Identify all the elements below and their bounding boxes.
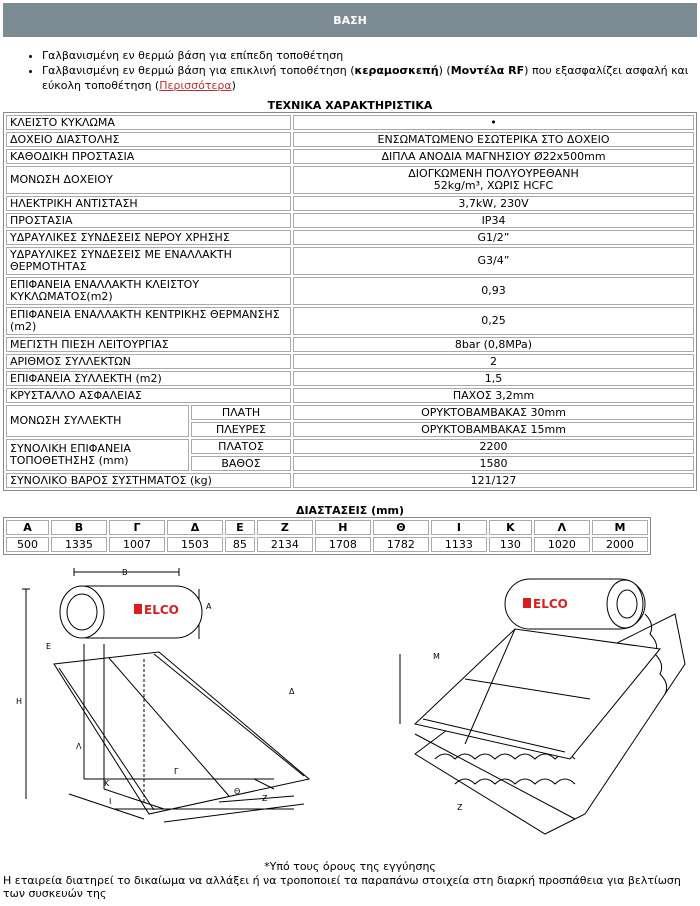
spec-value — [293, 196, 694, 211]
dim-label-z: Ζ — [457, 803, 463, 812]
spec-value — [293, 371, 694, 386]
spec-value — [293, 115, 694, 130]
section-header — [3, 3, 697, 37]
spec-value-text: ΔΙΠΛΑ ΑΝΟΔΙΑ ΜΑΓΝΗΣΙΟΥ Ø22x500mm — [381, 149, 606, 163]
spec-value-text: 3,7kW, 230V — [458, 196, 529, 210]
table-row — [6, 337, 694, 352]
spec-value — [293, 213, 694, 228]
brand-logo: ELCO — [144, 603, 179, 617]
bullet-text: Γαλβανισμένη εν θερμώ βάση για επικλινή τοποθέτηση ( — [42, 64, 355, 77]
table-row — [6, 213, 694, 228]
spec-value — [293, 149, 694, 164]
table-row — [6, 354, 694, 369]
spec-label: ΚΛΕΙΣΤΟ ΚΥΚΛΩΜΑ — [6, 115, 291, 130]
table-row — [6, 149, 694, 164]
spec-value: 2200 — [293, 439, 694, 454]
spec-label: ΣΥΝΟΛΙΚΗ ΕΠΙΦΑΝΕΙΑ ΤΟΠΟΘΕΤΗΣΗΣ (mm) — [6, 439, 189, 471]
dims-value-cell: 2000 — [592, 537, 648, 552]
spec-value-text: 2 — [490, 354, 497, 368]
dim-label-th: Θ — [234, 787, 241, 796]
spec-label: ΥΔΡΑΥΛΙΚΕΣ ΣΥΝΔΕΣΕΙΣ ΜΕ ΕΝΑΛΛΑΚΤΗ ΘΕΡΜΟΤΗΤΑΣ — [6, 247, 291, 275]
table-row — [6, 439, 694, 454]
roof-mount-drawing — [395, 574, 695, 844]
spec-label: ΜΕΓΙΣΤΗ ΠΙΕΣΗ ΛΕΙΤΟΥΡΓΙΑΣ — [6, 337, 291, 352]
dims-header-cell: Ε — [225, 520, 255, 535]
dim-label-h: Η — [16, 697, 23, 706]
dims-value-cell: 1020 — [534, 537, 590, 552]
spec-label: ΜΟΝΩΣΗ ΣΥΛΛΕΚΤΗ — [6, 405, 189, 437]
spec-label: ΣΥΝΟΛΙΚΟ ΒΑΡΟΣ ΣΥΣΤΗΜΑΤΟΣ (kg) — [6, 473, 291, 488]
table-row — [6, 196, 694, 211]
table-row — [6, 132, 694, 147]
spec-label: ΔΟΧΕΙΟ ΔΙΑΣΤΟΛΗΣ — [6, 132, 291, 147]
dims-header-cell: Κ — [489, 520, 532, 535]
spec-value-text: G1/2” — [477, 230, 510, 244]
table-row — [6, 473, 694, 488]
dim-label-g: Γ — [174, 767, 179, 776]
spec-value: 121/127 — [293, 473, 694, 488]
dim-label-d: Δ — [289, 687, 295, 696]
spec-value-text: 8bar (0,8MPa) — [454, 337, 533, 351]
spec-sublabel: ΠΛΑΤΟΣ — [191, 439, 291, 454]
spec-value-text: IP34 — [481, 213, 506, 227]
table-row — [6, 230, 694, 245]
table-row — [6, 371, 694, 386]
dim-label-e: Ε — [46, 642, 52, 651]
spec-value-text: 52kg/m³, ΧΩΡΙΣ HCFC — [433, 179, 554, 192]
brand-mark — [134, 604, 142, 614]
disclaimer: Η εταιρεία διατηρεί το δικαίωμα να αλλάξει ή να τροποποιεί τα παραπάνω στοιχεία στη διαρκή προσπάθεια για βελτίωση των συσκευών της — [3, 874, 681, 900]
spec-label: ΚΡΥΣΤΑΛΛΟ ΑΣΦΑΛΕΙΑΣ — [6, 388, 291, 403]
table-row — [6, 166, 694, 194]
spec-value: ΟΡΥΚΤΟΒΑΜΒΑΚΑΣ 30mm — [293, 405, 694, 420]
dims-value-cell: 130 — [489, 537, 532, 552]
dims-value-cell: 2134 — [257, 537, 313, 552]
spec-table — [3, 112, 697, 491]
dims-header-cell: Ι — [431, 520, 487, 535]
spec-label: ΜΟΝΩΣΗ ΔΟΧΕΙΟΥ — [6, 166, 291, 194]
dims-header-cell: Ζ — [257, 520, 313, 535]
spec-value-text: ΠΑΧΟΣ 3,2mm — [452, 388, 535, 402]
flat-mount-drawing — [14, 564, 344, 844]
brand-logo: ELCO — [533, 597, 568, 611]
bullet-text: Γαλβανισμένη εν θερμώ βάση για επίπεδη τοποθέτηση — [42, 49, 344, 62]
spec-value — [293, 388, 694, 403]
dims-table — [3, 517, 651, 555]
dims-value-cell: 1335 — [51, 537, 107, 552]
table-row — [6, 405, 694, 420]
spec-label: ΠΡΟΣΤΑΣΙΑ — [6, 213, 291, 228]
dims-header-cell: Β — [51, 520, 107, 535]
spec-value-text: 0,93 — [481, 284, 506, 297]
spec-value-text: ΔΙΟΓΚΩΜΕΝΗ ΠΟΛΥΟΥΡΕΘΑΝΗ — [408, 167, 579, 180]
bullet-bold: κεραμοσκεπή — [354, 64, 439, 77]
dims-header-cell: Γ — [109, 520, 165, 535]
spec-title: ΤΕΧΝΙΚΑ ΧΑΡΑΚΤΗΡΙΣΤΙΚΑ — [267, 99, 433, 112]
dim-label-a: Α — [206, 602, 212, 611]
dims-header-cell: Μ — [592, 520, 648, 535]
spec-value-text: G3/4” — [477, 254, 510, 267]
dims-header-cell: Δ — [167, 520, 223, 535]
brand-mark — [523, 598, 531, 608]
dim-label-b: Β — [122, 568, 128, 577]
spec-value-text: ΕΝΣΩΜΑΤΩΜΕΝΟ ΕΣΩΤΕΡΙΚΑ ΣΤΟ ΔΟΧΕΙΟ — [377, 132, 610, 146]
dims-value-cell: 1133 — [431, 537, 487, 552]
bullet-bold: Μοντέλα RF — [450, 64, 525, 77]
spec-value — [293, 247, 694, 275]
spec-label: ΑΡΙΘΜΟΣ ΣΥΛΛΕΚΤΩΝ — [6, 354, 291, 369]
feature-list — [30, 48, 690, 93]
dims-header-cell: Η — [315, 520, 371, 535]
list-item — [42, 48, 690, 63]
dims-header-row — [6, 520, 648, 535]
dims-value-cell: 1503 — [167, 537, 223, 552]
warranty-note: *Υπό τους όρους της εγγύησης — [264, 860, 436, 873]
spec-sublabel: ΠΛΕΥΡΕΣ — [191, 422, 291, 437]
dims-title: ΔΙΑΣΤΑΣΕΙΣ (mm) — [295, 504, 405, 517]
spec-value — [293, 354, 694, 369]
dims-value-row — [6, 537, 648, 552]
spec-value — [293, 337, 694, 352]
spec-value — [293, 230, 694, 245]
spec-value — [293, 132, 694, 147]
list-item — [42, 63, 690, 93]
spec-value: ΟΡΥΚΤΟΒΑΜΒΑΚΑΣ 15mm — [293, 422, 694, 437]
spec-value — [293, 307, 694, 335]
spec-label: ΕΠΙΦΑΝΕΙΑ ΕΝΑΛΛΑΚΤΗ ΚΛΕΙΣΤΟΥ ΚΥΚΛΩΜΑΤΟΣ(m2) — [6, 277, 291, 305]
spec-value — [293, 277, 694, 305]
dim-label-m: Μ — [433, 652, 440, 661]
spec-sublabel: ΒΑΘΟΣ — [191, 456, 291, 471]
more-link[interactable]: Περισσότερα — [159, 79, 232, 92]
section-title: ΒΑΣΗ — [333, 13, 367, 27]
table-row — [6, 388, 694, 403]
spec-label: ΕΠΙΦΑΝΕΙΑ ΕΝΑΛΛΑΚΤΗ ΚΕΝΤΡΙΚΗΣ ΘΕΡΜΑΝΣΗΣ (m2) — [6, 307, 291, 335]
spec-value: 1580 — [293, 456, 694, 471]
dims-value-cell: 1782 — [373, 537, 429, 552]
dim-label-z: Ζ — [262, 794, 268, 803]
spec-label: ΥΔΡΑΥΛΙΚΕΣ ΣΥΝΔΕΣΕΙΣ ΝΕΡΟΥ ΧΡΗΣΗΣ — [6, 230, 291, 245]
dim-label-l: Λ — [76, 742, 82, 751]
dims-value-cell: 1007 — [109, 537, 165, 552]
spec-value — [293, 166, 694, 194]
dims-value-cell: 85 — [225, 537, 255, 552]
bullet-text: ) που εξασφαλίζει ασφαλή και εύκολη τοποθέτηση ( — [42, 64, 689, 92]
table-row — [6, 277, 694, 305]
bullet-text: ) ( — [438, 64, 451, 77]
dim-label-i: Ι — [109, 797, 112, 806]
spec-value-text: 1,5 — [484, 371, 503, 385]
dim-label-k: Κ — [104, 779, 110, 788]
dims-header-cell: Λ — [534, 520, 590, 535]
table-row — [6, 307, 694, 335]
table-row — [6, 247, 694, 275]
spec-value-text: • — [490, 115, 497, 129]
table-row — [6, 115, 694, 130]
spec-label: ΕΠΙΦΑΝΕΙΑ ΣΥΛΛΕΚΤΗ (m2) — [6, 371, 291, 386]
dims-header-cell: Α — [6, 520, 49, 535]
spec-label: ΗΛΕΚΤΡΙΚΗ ΑΝΤΙΣΤΑΣΗ — [6, 196, 291, 211]
bullet-text: ) — [231, 79, 236, 92]
dims-header-cell: Θ — [373, 520, 429, 535]
spec-value-text: 0,25 — [481, 314, 506, 327]
spec-sublabel: ΠΛΑΤΗ — [191, 405, 291, 420]
spec-label: ΚΑΘΟΔΙΚΗ ΠΡΟΣΤΑΣΙΑ — [6, 149, 291, 164]
dims-value-cell: 500 — [6, 537, 49, 552]
dims-value-cell: 1708 — [315, 537, 371, 552]
